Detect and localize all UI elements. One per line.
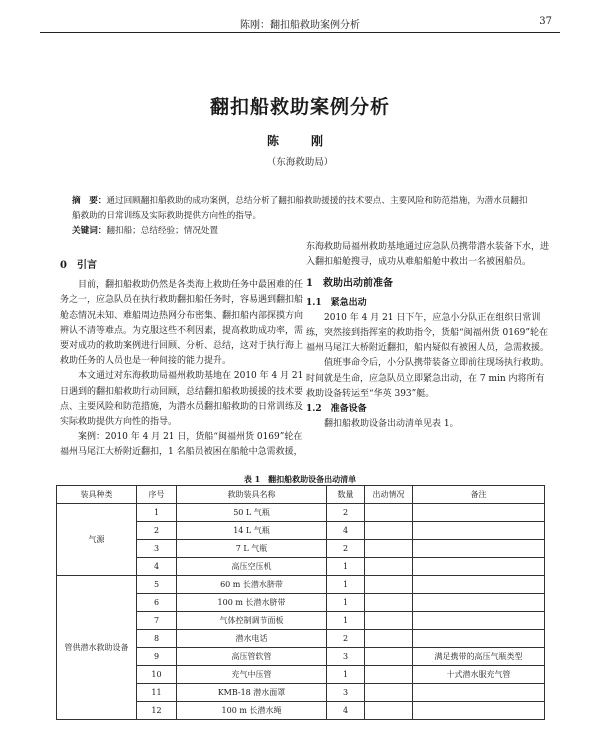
category-cell: 管供潜水救助设备 bbox=[57, 576, 137, 720]
table-row bbox=[57, 504, 545, 522]
status-cell bbox=[365, 684, 413, 702]
qty-cell: 2 bbox=[327, 630, 365, 648]
qty-cell: 4 bbox=[327, 522, 365, 540]
no-cell: 6 bbox=[137, 594, 177, 612]
abstract-label: 摘 要： bbox=[72, 196, 107, 206]
affiliation: （东海救助局） bbox=[266, 157, 334, 168]
abstract-text: 通过回顾翻扣船救助的成功案例，总结分析了翻扣船救助援援的技术要点、主要风险和防范措施，为潜水员翻扣船救助的日常训练及实际救助提供方向性的指导。 bbox=[72, 196, 528, 221]
column-header: 数量 bbox=[327, 486, 365, 504]
note-cell bbox=[413, 558, 545, 576]
paragraph: 翻扣船救助设备出动清单见表 1。 bbox=[324, 419, 459, 430]
status-cell bbox=[365, 702, 413, 720]
no-cell: 5 bbox=[137, 576, 177, 594]
note-cell bbox=[413, 504, 545, 522]
section-1-1-heading: 1.1 紧急出动 bbox=[306, 297, 367, 308]
no-cell: 9 bbox=[137, 648, 177, 666]
note-cell bbox=[413, 522, 545, 540]
qty-cell: 1 bbox=[327, 558, 365, 576]
status-cell bbox=[365, 612, 413, 630]
name-cell: 气体控制调节面板 bbox=[177, 612, 327, 630]
header-rule bbox=[40, 32, 560, 33]
running-title: 陈刚：翻扣船救助案例分析 bbox=[240, 20, 360, 31]
qty-cell: 1 bbox=[327, 576, 365, 594]
keywords-label: 关键词： bbox=[72, 226, 107, 236]
running-header bbox=[40, 14, 560, 34]
keywords bbox=[72, 224, 528, 239]
qty-cell: 3 bbox=[327, 684, 365, 702]
name-cell: 100 m 长潜水脐带 bbox=[177, 594, 327, 612]
qty-cell: 1 bbox=[327, 594, 365, 612]
no-cell: 10 bbox=[137, 666, 177, 684]
status-cell bbox=[365, 522, 413, 540]
status-cell bbox=[365, 540, 413, 558]
paragraph: 本文通过对东海救助局福州救助基地在 2010 年 4 月 21 日遇到的翻扣船救助行动回顾，总结翻扣船救助援援的技术要点、主要风险和防范措施，为潜水员翻扣船救助的日常训练及实际救助提供方向性的指导。 bbox=[60, 371, 304, 428]
note-cell: 满足携带的高压气瓶类型 bbox=[413, 648, 545, 666]
note-cell bbox=[413, 540, 545, 558]
status-cell bbox=[365, 576, 413, 594]
table-row bbox=[57, 576, 545, 594]
note-cell bbox=[413, 612, 545, 630]
column-header: 救助装具名称 bbox=[177, 486, 327, 504]
status-cell bbox=[365, 594, 413, 612]
paragraph: 2010 年 4 月 21 日下午，应急小分队正在组织日常训练，突然接到指挥室的救助指令，货船“闽福州货 0169”轮在福州马尾江大桥附近翻扣，船内疑似有被困人员，急需救援。 bbox=[306, 312, 550, 354]
name-cell: 潜水电话 bbox=[177, 630, 327, 648]
paragraph: 目前，翻扣船救助仍然是各类海上救助任务中最困难的任务之一，应急队员在执行救助翻扣船任务时，容易遇到翻扣船舱态情况未知、难船周边热网分布密集、翻扣船内部探摸方向辨认不清等难点。为克服这些不利因素，提高救助成功率，需要对成功的救助案例进行回顾、分析、总结，这对于执行海上救助任务的人员也是一种间接的能力提升。 bbox=[60, 280, 304, 367]
no-cell: 1 bbox=[137, 504, 177, 522]
note-cell bbox=[413, 684, 545, 702]
qty-cell: 1 bbox=[327, 612, 365, 630]
qty-cell: 1 bbox=[327, 666, 365, 684]
table-header-row bbox=[57, 486, 545, 504]
qty-cell: 3 bbox=[327, 648, 365, 666]
no-cell: 11 bbox=[137, 684, 177, 702]
no-cell: 2 bbox=[137, 522, 177, 540]
article-title: 翻扣船救助案例分析 bbox=[209, 96, 390, 118]
category-cell: 气源 bbox=[57, 504, 137, 576]
name-cell: 高压空压机 bbox=[177, 558, 327, 576]
no-cell: 3 bbox=[137, 540, 177, 558]
note-cell bbox=[413, 594, 545, 612]
no-cell: 8 bbox=[137, 630, 177, 648]
name-cell: 14 L 气瓶 bbox=[177, 522, 327, 540]
keywords-text: 翻扣船；总结经验；情况处置 bbox=[106, 226, 219, 236]
column-header: 序号 bbox=[137, 486, 177, 504]
qty-cell: 2 bbox=[327, 540, 365, 558]
name-cell: KMB-18 潜水面罩 bbox=[177, 684, 327, 702]
left-column bbox=[60, 258, 308, 461]
status-cell bbox=[365, 630, 413, 648]
name-cell: 充气中压管 bbox=[177, 666, 327, 684]
qty-cell: 4 bbox=[327, 702, 365, 720]
author: 陈 刚 bbox=[266, 134, 333, 148]
abstract-block bbox=[72, 194, 528, 239]
note-cell bbox=[413, 702, 545, 720]
status-cell bbox=[365, 648, 413, 666]
no-cell: 7 bbox=[137, 612, 177, 630]
note-cell bbox=[413, 630, 545, 648]
right-column bbox=[306, 240, 552, 432]
column-header: 备注 bbox=[413, 486, 545, 504]
name-cell: 高压管软管 bbox=[177, 648, 327, 666]
equipment-table-wrap bbox=[56, 485, 545, 720]
page-number: 37 bbox=[539, 16, 552, 27]
name-cell: 50 L 气瓶 bbox=[177, 504, 327, 522]
name-cell: 7 L 气瓶 bbox=[177, 540, 327, 558]
name-cell: 60 m 长潜水脐带 bbox=[177, 576, 327, 594]
section-1-heading: 1 救助出动前准备 bbox=[306, 278, 393, 290]
paragraph: 东海救助局福州救助基地通过应急队员携带潜水装备下水，进入翻扣船舱搜寻，成功从难船船舱中救出一名被困船员。 bbox=[306, 242, 550, 268]
column-header: 出动情况 bbox=[365, 486, 413, 504]
section-1-2-heading: 1.2 准备设备 bbox=[306, 404, 367, 415]
paragraph: 值班事命令后，小分队携带装备立即前往现场执行救助。时间就是生命，应急队员立即紧急出动，在 7 min 内将所有救助设备转运至“华英 393”艇。 bbox=[306, 358, 550, 399]
name-cell: 100 m 长潜水绳 bbox=[177, 702, 327, 720]
status-cell bbox=[365, 504, 413, 522]
paragraph: 案例：2010 年 4 月 21 日，货船“闽福州货 0169”轮在福州马尾江大桥附近翻扣，1 名船员被困在船舱中急需救援， bbox=[60, 432, 303, 458]
note-cell bbox=[413, 576, 545, 594]
section-intro-heading: 0 引言 bbox=[60, 260, 97, 271]
status-cell bbox=[365, 558, 413, 576]
abstract bbox=[72, 194, 528, 224]
note-cell: 十式潜水服充气管 bbox=[413, 666, 545, 684]
status-cell bbox=[365, 666, 413, 684]
no-cell: 12 bbox=[137, 702, 177, 720]
column-header: 装具种类 bbox=[57, 486, 137, 504]
no-cell: 4 bbox=[137, 558, 177, 576]
qty-cell: 2 bbox=[327, 504, 365, 522]
equipment-table bbox=[56, 485, 545, 720]
table-caption: 表 1 翻扣船救助设备出动清单 bbox=[243, 474, 357, 484]
